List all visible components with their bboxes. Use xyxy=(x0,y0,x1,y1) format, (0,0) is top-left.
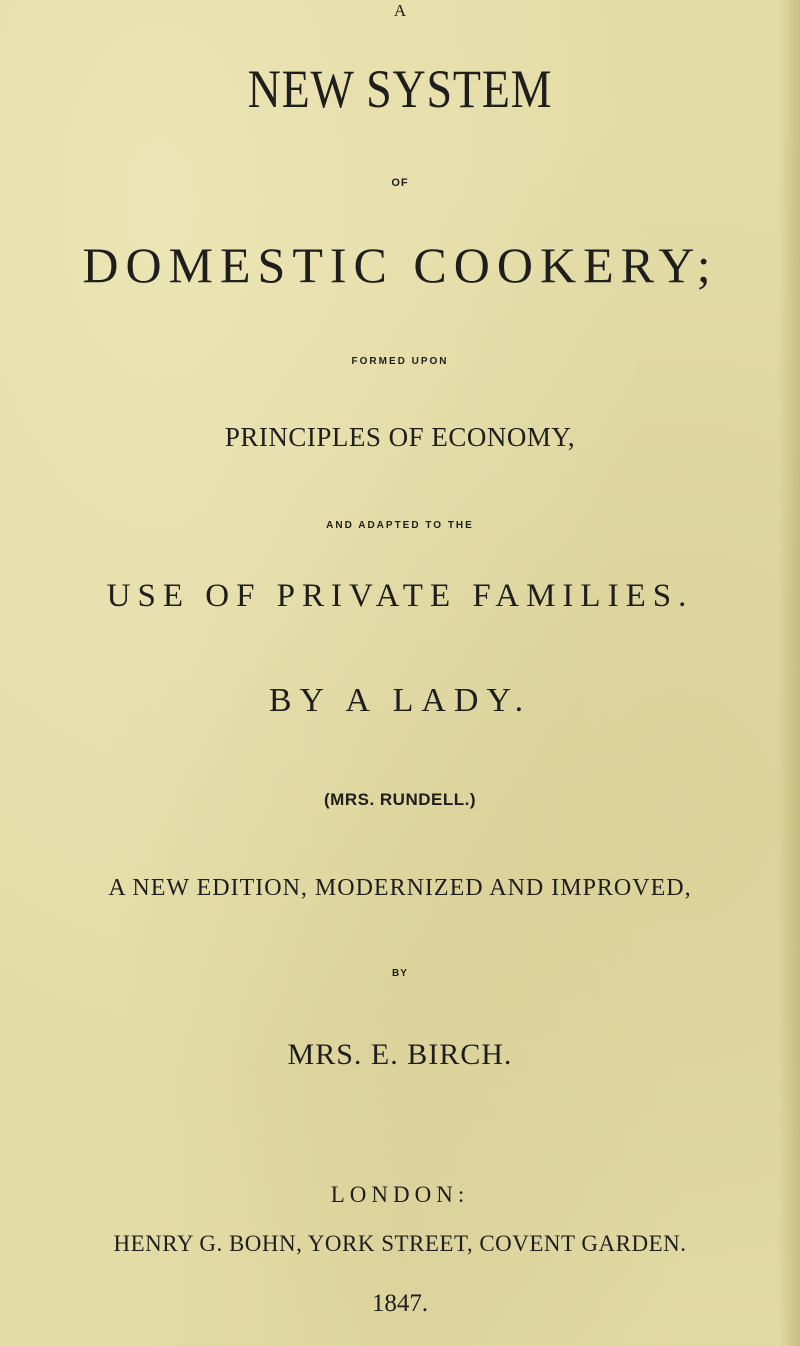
subtitle-principles: PRINCIPLES OF ECONOMY, xyxy=(224,422,576,452)
title-line-domestic-cookery: DOMESTIC COOKERY; xyxy=(82,237,718,293)
imprint-city: LONDON: xyxy=(330,1182,470,1207)
subtitle-private-families: USE OF PRIVATE FAMILIES. xyxy=(106,578,694,614)
title-line-new-system: NEW SYSTEM xyxy=(247,59,553,119)
title-article: A xyxy=(393,1,407,20)
editor-name: MRS. E. BIRCH. xyxy=(287,1038,513,1071)
byline-lady: BY A LADY. xyxy=(268,682,532,719)
author-name: (MRS. RUNDELL.) xyxy=(324,790,476,809)
edition-statement: A NEW EDITION, MODERNIZED AND IMPROVED, xyxy=(108,875,692,901)
editor-by: BY xyxy=(392,968,408,979)
imprint-publisher: HENRY G. BOHN, YORK STREET, COVENT GARDEN. xyxy=(113,1231,687,1256)
page-edge-shadow xyxy=(778,0,800,1346)
title-connector-of: OF xyxy=(391,177,409,189)
subtitle-adapted: AND ADAPTED TO THE xyxy=(326,520,474,531)
imprint-year: 1847. xyxy=(371,1290,429,1317)
subtitle-formed-upon: FORMED UPON xyxy=(351,356,449,367)
